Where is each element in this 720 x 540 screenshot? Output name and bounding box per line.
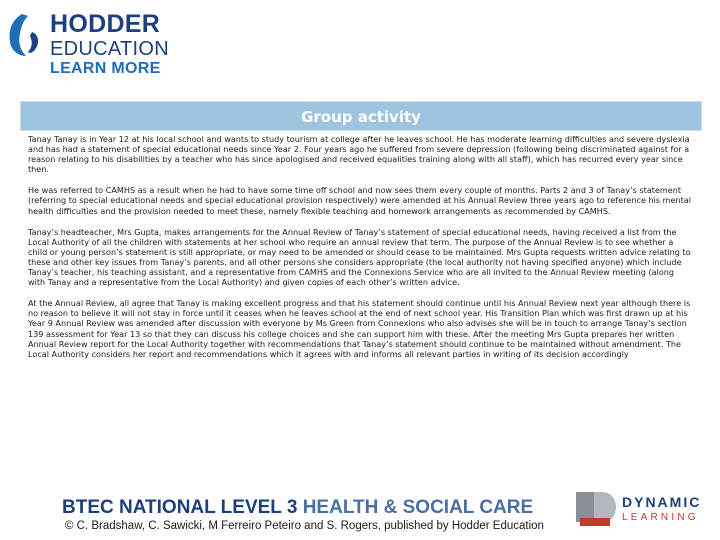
logo-education-text: EDUCATION	[50, 38, 169, 60]
dl-learning-text: LEARNING	[622, 512, 699, 523]
dynamic-learning-mark-icon	[572, 488, 620, 532]
logo-learn-more-text: LEARN MORE	[50, 60, 161, 77]
dynamic-learning-logo[interactable]	[572, 488, 712, 532]
case-study-text	[28, 134, 692, 370]
logo-hodder-text: HODDER	[50, 10, 161, 38]
group-activity-banner	[20, 101, 702, 131]
paragraph-1: Tanay Tanay is in Year 12 at his local school and wants to study tourism at college after he leaves school. He has moderate learning difficulties and severe dyslexia and has had a statement of special educational needs since Year 2. Four years ago he suffered from severe depression (following being discriminated against for a reason relating to his disabilities by a teacher who has since apologised and received equalities training along with all staff), which has recurred every year since then.	[28, 134, 690, 175]
paragraph-2: He was referred to CAMHS as a result when he had to have some time off school and now sees them every couple of months. Parts 2 and 3 of Tanay’s statement (referring to special educational needs and special educational provision respectively) were amended at his Annual Review three years ago to reference his mental health difficulties and the provision needed to meet these, namely flexible teaching and homework arrangements as recommended by CAMHS.	[28, 185, 692, 216]
paragraph-3: Tanay’s headteacher, Mrs Gupta, makes arrangements for the Annual Review of Tanay’s statement of special educational needs, having received a list from the Local Authority of all the children with statements at her school who require an annual review that term. The purpose of the Annual Review is to see whether a child or young person’s statement is still appropriate, or may need to be amended or should cease to be maintained. Mrs Gupta requests written advice relating to these and other key issues from Tanay’s parents, and all other persons she considers appropriate (the local authority not having specified anyone) which include Tanay’s teacher, his teaching assistant, and a representative from CAMHS and the Connexions Service who are all invited to the Annual Review meeting (along with Tanay and a representative from the Local Authority) and given copies of each other’s written advice.	[28, 226, 691, 288]
footer-course-title	[62, 497, 533, 519]
footer-title-level: BTEC NATIONAL LEVEL 3	[62, 497, 298, 518]
dl-dynamic-text: DYNAMIC	[622, 494, 702, 510]
footer-title-subject: HEALTH & SOCIAL CARE	[302, 497, 534, 518]
footer-copyright: © C. Bradshaw, C. Sawicki, M Ferreiro Peteiro and S. Rogers, published by Hodder Education	[65, 520, 544, 532]
hodder-logo-mark-icon	[6, 12, 42, 58]
banner-title: Group activity	[301, 108, 421, 126]
paragraph-4: At the Annual Review, all agree that Tanay is making excellent progress and that his statement should continue until his Annual Review next year although there is no reason to believe it will not stay in force until it ceases when he leaves school at the end of next school year. His Transition Plan which was first drawn up at his Year 9 Annual Review was amended after discussion with everyone by Ms Green from Connexions who also advises she will be in touch to arrange Tanay’s section 139 assessment for Year 13 so that they can discuss his college choices and she can support him with these. After the meeting Mrs Gupta prepares her written Annual Review report for the Local Authority together with recommendations that Tanay’s statement should continue to be maintained without amendment. The Local Authority considers her report and recommendations which it agrees with and informs all relevant parties in writing of its decision accordingly	[28, 298, 691, 359]
hodder-education-logo[interactable]	[6, 8, 169, 78]
